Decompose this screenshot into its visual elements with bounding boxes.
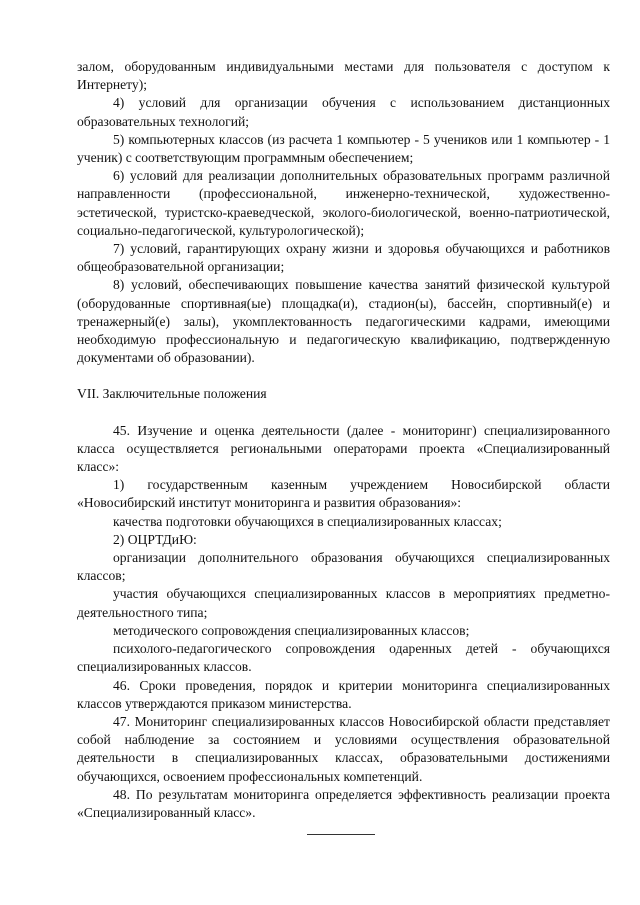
paragraph: 4) условий для организации обучения с использованием дистанционных образовательных технологий; [77,95,610,129]
closing-rule [307,834,375,835]
section-heading: VII. Заключительные положения [77,386,267,402]
paragraph: 7) условий, гарантирующих охрану жизни и здоровья обучающихся и работников общеобразовательной организации; [77,241,610,275]
document-page [77,58,610,822]
paragraph: организации дополнительного образования обучающихся специализированных классов; [77,550,610,584]
paragraph: 8) условий, обеспечивающих повышение качества занятий физической культурой (оборудованные спортивная(ые) площадка(и), стадион(ы), бассейн, спортивный(е) и тренажерный(е) залы), укомплектованность педагогическими кадрами, имеющими необходимую профессиональную и педагогическую квалификацию, подтвержденную документами об образовании). [77,277,610,366]
paragraph: 2) ОЦРТДиЮ: [113,531,197,547]
paragraph: 46. Сроки проведения, порядок и критерии мониторинга специализированных классов утверждаются приказом министерства. [77,677,610,711]
paragraph: 45. Изучение и оценка деятельности (далее - мониторинг) специализированного класса осуществляется региональными операторами проекта «Специализированный класс»: [77,422,610,475]
paragraph: 5) компьютерных классов (из расчета 1 компьютер - 5 учеников или 1 компьютер - 1 ученик) с соответствующим программным обеспечением; [77,131,610,166]
paragraph: качества подготовки обучающихся в специализированных классах; [113,513,502,529]
paragraph: психолого-педагогического сопровождения одаренных детей - обучающихся специализированных классов. [77,641,610,675]
paragraph: 47. Мониторинг специализированных классов Новосибирской области представляет собой наблюдение за состоянием и условиями осуществления образовательной деятельности в специализированных классах, образовательными достижениями обучающихся, освоением профессиональных компетенций. [77,713,610,784]
paragraph: залом, оборудованным индивидуальными местами для пользователя с доступом к Интернету); [77,59,610,93]
paragraph: 48. По результатам мониторинга определяется эффективность реализации проекта «Специализированный класс». [77,786,610,820]
paragraph: 6) условий для реализации дополнительных образовательных программ различной направленности (профессиональной, инженерно-технической, художественно-эстетической, туристско-краеведческой, эколого-биологической, военно-патриотической, социально-педагогической, культурологической); [77,168,610,238]
paragraph: участия обучающихся специализированных классов в мероприятиях предметно-деятельностного типа; [77,586,610,620]
paragraph: 1) государственным казенным учреждением Новосибирской области «Новосибирский институт мониторинга и развития образования»: [77,477,610,511]
paragraph: методического сопровождения специализированных классов; [113,622,470,638]
